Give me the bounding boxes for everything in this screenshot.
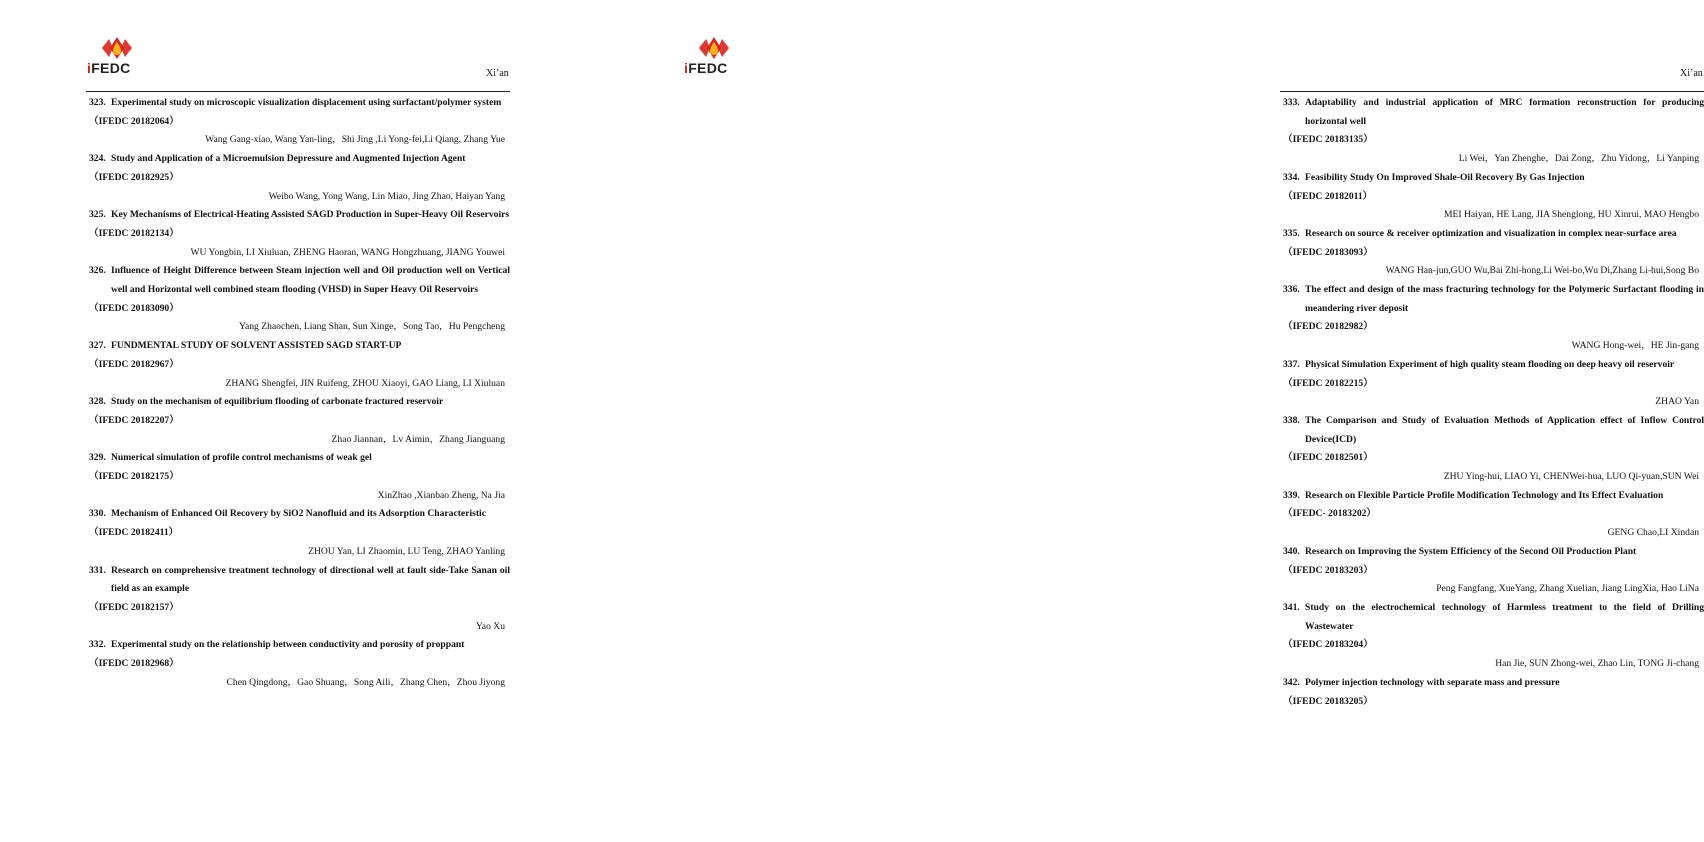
paper-title [89,449,510,468]
paper-entry [89,449,510,505]
paper-title [1283,281,1704,318]
paper-code: （IFEDC 20182501） [1283,452,1373,464]
paper-code: （IFEDC 20182968） [89,658,179,670]
paper-number: 335. [1283,227,1300,239]
logo-wordmark: iFEDC [684,60,728,76]
paper-title [1283,225,1704,244]
paper-code: （IFEDC 20182982） [1283,321,1373,333]
paper-authors: Chen Qingdong，Gao Shuang，Song Aili，Zhang Chen，Zhou Jiyong [226,676,505,688]
paper-title-text: Research on source & receiver optimization and visualization in complex near-surface area [1305,227,1677,239]
paper-entry [89,505,510,561]
paper-title [1283,674,1704,693]
paper-number: 328. [89,396,106,408]
paper-authors: WANG Han-jun,GUO Wu,Bai Zhi-hong,Li Wei-bo,Wu Di,Zhang Li-hui,Song Bo [1385,265,1699,277]
paper-title [89,337,510,356]
paper-entry [1283,674,1704,711]
paper-title-text: Influence of Height Difference between Steam injection well and Oil production well on Vertical well and Horizontal well combined steam flooding (VHSD) in Super Heavy Oil Reservoirs [111,265,510,296]
paper-code: （IFEDC 20182157） [89,601,179,613]
header-divider [1280,91,1704,92]
ifedc-logo [684,34,744,78]
paper-code: （IFEDC 20182134） [89,227,179,239]
paper-authors: WU Yongbin, LI Xiuluan, ZHENG Haoran, WANG Hongzhuang, JIANG Youwei [190,246,505,258]
paper-code: （IFEDC 20183093） [1283,246,1373,258]
paper-title-text: Numerical simulation of profile control mechanisms of weak gel [111,452,372,464]
paper-code: （IFEDC 20182215） [1283,377,1373,389]
paper-entry [89,636,510,692]
paper-title [1283,356,1704,375]
paper-entry [1283,599,1704,674]
paper-title-text: Research on Flexible Particle Profile Modification Technology and Its Effect Evaluation [1305,489,1664,501]
paper-entry [89,94,510,150]
ifedc-logo [87,34,147,78]
paper-code: （IFEDC 20183090） [89,302,179,314]
paper-title-text: The Comparison and Study of Evaluation Methods of Application effect of Inflow Control Device(ICD) [1305,414,1704,445]
paper-number: 334. [1283,171,1300,183]
paper-authors: Han Jie, SUN Zhong-wei, Zhao Lin, TONG Ji-chang [1495,658,1699,670]
header-divider [86,91,510,92]
paper-authors: ZHANG Shengfei, JIN Ruifeng, ZHOU Xiaoyi, GAO Liang, LI Xiuluan [225,377,505,389]
paper-number: 340. [1283,545,1300,557]
paper-authors: Zhao Jiannan，Lv Aimin，Zhang Jianguang [331,433,505,445]
right-page [596,0,1704,842]
paper-title [89,150,510,169]
paper-authors: ZHU Ying-hui, LIAO Yi, CHENWei-hua, LUO Qi-yuan,SUN Wei [1443,471,1699,483]
logo-wordmark: iFEDC [87,60,131,76]
paper-authors: GENG Chao,LI Xindan [1607,527,1699,539]
paper-title [1283,543,1704,562]
paper-title-text: Polymer injection technology with separate mass and pressure [1305,676,1560,688]
paper-authors: WANG Hong-wei，HE Jin-gang [1571,340,1699,352]
paper-authors: MEI Haiyan, HE Lang, JIA Shenglong, HU Xinrui, MAO Hengbo [1443,209,1699,221]
paper-code: （IFEDC 20182064） [89,115,179,127]
paper-authors: ZHAO Yan [1655,396,1699,408]
paper-title-text: Mechanism of Enhanced Oil Recovery by SiO2 Nanofluid and its Adsorption Characteristic [111,508,486,520]
paper-title-text: Study on the electrochemical technology of Harmless treatment to the field of Drilling Wastewater [1305,601,1704,632]
paper-code: （IFEDC 20182411） [89,527,179,539]
paper-code: （IFEDC 20182175） [89,471,179,483]
paper-entry [89,393,510,449]
left-page [0,0,596,842]
paper-entry [89,262,510,337]
paper-entry [1283,487,1704,543]
paper-title [1283,94,1704,131]
paper-code: （IFEDC 20182011） [1283,190,1373,202]
paper-title [89,393,510,412]
paper-number: 324. [89,153,106,165]
paper-title-text: Experimental study on microscopic visualization displacement using surfactant/polymer system [111,97,502,108]
paper-title-text: Research on comprehensive treatment technology of directional well at fault side-Take Sanan oil field as an example [111,564,510,595]
paper-code: （IFEDC 20182207） [89,414,179,426]
paper-entry [89,562,510,637]
paper-number: 332. [89,639,106,651]
paper-entry [1283,169,1704,225]
paper-title-text: Feasibility Study On Improved Shale-Oil Recovery By Gas Injection [1305,171,1585,183]
paper-entry [1283,225,1704,281]
paper-authors: Peng Fangfang, XueYang, Zhang Xuelian, Jiang LingXia, Hao LiNa [1436,583,1699,595]
paper-number: 333. [1283,97,1300,108]
paper-number: 323. [89,97,106,108]
paper-number: 331. [89,564,106,576]
paper-authors: ZHOU Yan, LI Zhaomin, LU Teng, ZHAO Yanling [308,545,505,557]
paper-authors: Yao Xu [475,620,505,632]
paper-title [89,94,510,113]
paper-code: （IFEDC 20183203） [1283,564,1373,576]
paper-number: 341. [1283,601,1300,613]
drop-emblem-icon [684,34,744,62]
paper-number: 329. [89,452,106,464]
header-city: Xi’an [1680,68,1703,79]
paper-entry [89,150,510,206]
paper-title [1283,412,1704,449]
paper-title-text: Key Mechanisms of Electrical-Heating Assisted SAGD Production in Super-Heavy Oil Reservoirs [111,209,510,221]
paper-title-text: Physical Simulation Experiment of high quality steam flooding on deep heavy oil reservoir [1305,358,1675,370]
paper-title [1283,169,1704,188]
paper-code: （IFEDC 20183205） [1283,695,1373,707]
paper-title [89,262,510,299]
paper-title-text: Study and Application of a Microemulsion Depressure and Augmented Injection Agent [111,153,466,165]
paper-title-text: Experimental study on the relationship between conductivity and porosity of proppant [111,639,465,651]
paper-number: 325. [89,209,106,221]
paper-title-text: Research on Improving the System Efficiency of the Second Oil Production Plant [1305,545,1637,557]
paper-authors: Weibo Wang, Yong Wang, Lin Miao, Jing Zhao, Haiyan Yang [268,190,505,202]
paper-title-text: FUNDMENTAL STUDY OF SOLVENT ASSISTED SAGD START-UP [111,340,402,352]
paper-authors: XinZhao ,Xianbao Zheng, Na Jia [377,489,505,501]
paper-code: （IFEDC- 20183202） [1283,508,1377,520]
paper-number: 339. [1283,489,1300,501]
paper-code: （IFEDC 20182925） [89,171,179,183]
paper-number: 336. [1283,284,1300,296]
entry-list-left [89,94,510,693]
drop-emblem-icon [87,34,147,62]
paper-number: 330. [89,508,106,520]
paper-code: （IFEDC 20183135） [1283,134,1373,146]
paper-title [1283,599,1704,636]
paper-entry [89,206,510,262]
paper-entry [1283,281,1704,356]
paper-title [1283,487,1704,506]
paper-title-text: Study on the mechanism of equilibrium flooding of carbonate fractured reservoir [111,396,444,408]
entry-list-right [1283,94,1704,711]
paper-number: 342. [1283,676,1300,688]
paper-authors: Wang Gang-xiao, Wang Yan-ling，Shi Jing ,Li Yong-fei,Li Qiang, Zhang Yue [205,134,505,146]
paper-title [89,206,510,225]
paper-title-text: The effect and design of the mass fracturing technology for the Polymeric Surfactant flooding in meandering river deposit [1305,284,1704,314]
paper-title [89,505,510,524]
paper-title [89,562,510,599]
paper-entry [1283,356,1704,412]
paper-title-text: Adaptability and industrial application of MRC formation reconstruction for producing horizontal well [1305,97,1704,127]
paper-number: 326. [89,265,106,277]
paper-number: 327. [89,340,106,352]
paper-entry [89,337,510,393]
paper-code: （IFEDC 20183204） [1283,639,1373,651]
paper-number: 338. [1283,414,1300,426]
paper-title [89,636,510,655]
paper-entry [1283,543,1704,599]
paper-entry [1283,94,1704,169]
header-city: Xi’an [486,68,509,79]
paper-number: 337. [1283,358,1300,370]
paper-authors: Yang Zhaochen, Liang Shan, Sun Xinge，Song Tao，Hu Pengcheng [239,321,505,333]
paper-code: （IFEDC 20182967） [89,358,179,370]
paper-entry [1283,412,1704,487]
paper-authors: Li Wei，Yan Zhenghe，Dai Zong，Zhu Yidong，Li Yanping [1458,153,1699,165]
